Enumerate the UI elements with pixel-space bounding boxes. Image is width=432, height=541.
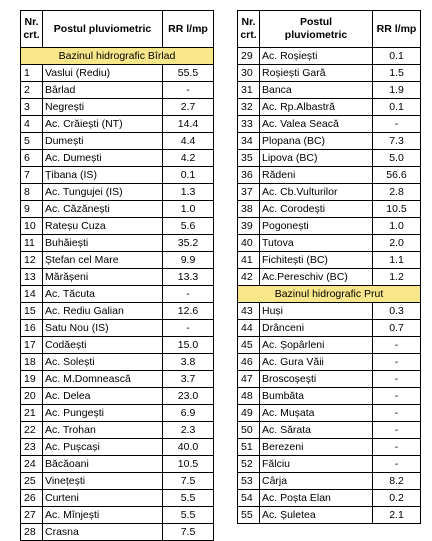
table-row <box>238 490 421 507</box>
station-name: Bârlad <box>43 82 163 99</box>
station-name: Roșiești Gară <box>260 65 373 82</box>
station-name: Vinețești <box>43 473 163 490</box>
rainfall-value: 10.5 <box>163 456 214 473</box>
station-name: Ac. Valea Seacă <box>260 116 373 133</box>
nr-header-line1: Nr. <box>24 16 39 28</box>
station-name: Bumbăta <box>260 388 373 405</box>
station-number: 47 <box>238 371 260 388</box>
station-name: Ac. Mușata <box>260 405 373 422</box>
post-header-line2: pluviometric <box>284 29 348 41</box>
station-name: Ac. Solești <box>43 354 163 371</box>
table-row <box>21 337 214 354</box>
station-number: 36 <box>238 167 260 184</box>
table-row <box>21 354 214 371</box>
header-row <box>21 11 214 48</box>
rainfall-value: 23.0 <box>163 388 214 405</box>
station-name: Banca <box>260 82 373 99</box>
station-name: Rădeni <box>260 167 373 184</box>
station-number: 8 <box>21 184 43 201</box>
rainfall-value: 3.7 <box>163 371 214 388</box>
basin-label-barlad: Bazinul hidrografic Bîrlad <box>21 48 214 65</box>
rainfall-value: 14.4 <box>163 116 214 133</box>
table-row <box>238 167 421 184</box>
table-row <box>238 184 421 201</box>
station-number: 19 <box>21 371 43 388</box>
table-row <box>21 65 214 82</box>
table-row <box>21 218 214 235</box>
station-name: Ac. Rp.Albastră <box>260 99 373 116</box>
table-row <box>238 269 421 286</box>
station-number: 41 <box>238 252 260 269</box>
station-number: 14 <box>21 286 43 303</box>
table-row <box>21 150 214 167</box>
station-number: 25 <box>21 473 43 490</box>
station-number: 4 <box>21 116 43 133</box>
station-name: Ac. M.Domnească <box>43 371 163 388</box>
rainfall-value: 1.0 <box>373 218 421 235</box>
station-number: 2 <box>21 82 43 99</box>
station-number: 35 <box>238 150 260 167</box>
station-name: Țibana (IS) <box>43 167 163 184</box>
station-name: Lipova (BC) <box>260 150 373 167</box>
rainfall-value: 7.3 <box>373 133 421 150</box>
rainfall-value: - <box>373 422 421 439</box>
station-number: 11 <box>21 235 43 252</box>
station-name: Negrești <box>43 99 163 116</box>
station-number: 49 <box>238 405 260 422</box>
rainfall-value: 4.2 <box>163 150 214 167</box>
rainfall-value: 0.1 <box>373 48 421 65</box>
station-number: 37 <box>238 184 260 201</box>
rainfall-value: - <box>163 82 214 99</box>
rainfall-value: 40.0 <box>163 439 214 456</box>
rr-header: RR l/mp <box>163 11 214 48</box>
rainfall-value: - <box>163 286 214 303</box>
rainfall-value: - <box>373 371 421 388</box>
rainfall-value: 12.6 <box>163 303 214 320</box>
nr-header <box>238 11 260 48</box>
rainfall-value: 10.5 <box>373 201 421 218</box>
rr-header: RR l/mp <box>373 11 421 48</box>
station-name: Ac. Mînjești <box>43 507 163 524</box>
station-number: 13 <box>21 269 43 286</box>
table-row <box>21 235 214 252</box>
header-row <box>238 11 421 48</box>
station-name: Ac. Tăcuta <box>43 286 163 303</box>
right-table-body-prut <box>238 286 421 524</box>
station-name: Ac. Pungești <box>43 405 163 422</box>
rainfall-value: 15.0 <box>163 337 214 354</box>
station-name: Ac. Cb.Vulturilor <box>260 184 373 201</box>
station-number: 53 <box>238 473 260 490</box>
station-number: 30 <box>238 65 260 82</box>
rainfall-value: 5.5 <box>163 490 214 507</box>
rainfall-value: 1.3 <box>163 184 214 201</box>
post-header <box>260 11 373 48</box>
rainfall-value: 7.5 <box>163 473 214 490</box>
station-name: Ac. Pușcași <box>43 439 163 456</box>
table-row <box>21 422 214 439</box>
rainfall-value: - <box>373 337 421 354</box>
station-number: 10 <box>21 218 43 235</box>
nr-header-line2: crt. <box>240 29 257 41</box>
rainfall-value: 9.9 <box>163 252 214 269</box>
table-row <box>21 99 214 116</box>
table-row <box>238 371 421 388</box>
table-row <box>238 456 421 473</box>
basin-row-barlad <box>21 48 214 65</box>
rainfall-value: - <box>373 405 421 422</box>
station-number: 34 <box>238 133 260 150</box>
rainfall-value: - <box>373 388 421 405</box>
table-row <box>238 252 421 269</box>
left-rainfall-table <box>20 10 214 541</box>
table-row <box>238 439 421 456</box>
table-row <box>21 252 214 269</box>
station-name: Curteni <box>43 490 163 507</box>
station-number: 32 <box>238 99 260 116</box>
table-row <box>21 371 214 388</box>
rainfall-value: 8.2 <box>373 473 421 490</box>
rainfall-value: 0.1 <box>373 99 421 116</box>
station-number: 38 <box>238 201 260 218</box>
rainfall-value: 0.7 <box>373 320 421 337</box>
table-row <box>238 116 421 133</box>
table-row <box>238 303 421 320</box>
table-row <box>238 320 421 337</box>
station-number: 46 <box>238 354 260 371</box>
station-number: 51 <box>238 439 260 456</box>
station-number: 44 <box>238 320 260 337</box>
rainfall-value: 0.1 <box>163 167 214 184</box>
table-row <box>238 235 421 252</box>
table-row <box>238 99 421 116</box>
rainfall-value: - <box>373 456 421 473</box>
station-name: Fălciu <box>260 456 373 473</box>
station-name: Ac. Tungujei (IS) <box>43 184 163 201</box>
rainfall-value: - <box>163 320 214 337</box>
table-row <box>238 48 421 65</box>
table-row <box>238 150 421 167</box>
table-row <box>21 201 214 218</box>
station-number: 29 <box>238 48 260 65</box>
station-number: 27 <box>21 507 43 524</box>
table-row <box>238 422 421 439</box>
station-name: Buhăiești <box>43 235 163 252</box>
station-number: 50 <box>238 422 260 439</box>
station-name: Crasna <box>43 524 163 541</box>
station-name: Ac. Crăiești (NT) <box>43 116 163 133</box>
station-name: Plopana (BC) <box>260 133 373 150</box>
station-name: Huși <box>260 303 373 320</box>
station-number: 6 <box>21 150 43 167</box>
table-row <box>21 456 214 473</box>
station-number: 15 <box>21 303 43 320</box>
table-row <box>21 269 214 286</box>
station-number: 24 <box>21 456 43 473</box>
station-number: 52 <box>238 456 260 473</box>
rainfall-value: 2.0 <box>373 235 421 252</box>
station-number: 1 <box>21 65 43 82</box>
station-name: Tutova <box>260 235 373 252</box>
rainfall-value: 2.8 <box>373 184 421 201</box>
station-number: 28 <box>21 524 43 541</box>
station-name: Rateșu Cuza <box>43 218 163 235</box>
rainfall-value: 4.4 <box>163 133 214 150</box>
post-header-line1: Postul <box>299 16 333 28</box>
station-name: Ac. Roșiești <box>260 48 373 65</box>
table-row <box>238 65 421 82</box>
station-name: Ac. Căzănești <box>43 201 163 218</box>
station-number: 16 <box>21 320 43 337</box>
station-name: Ac. Șuletea <box>260 507 373 524</box>
nr-header <box>21 11 43 48</box>
rainfall-value: 5.0 <box>373 150 421 167</box>
table-row <box>21 388 214 405</box>
table-row <box>238 82 421 99</box>
rainfall-value: 2.1 <box>373 507 421 524</box>
rainfall-value: 1.2 <box>373 269 421 286</box>
rainfall-value: 2.3 <box>163 422 214 439</box>
table-row <box>21 303 214 320</box>
rainfall-value: 1.0 <box>163 201 214 218</box>
right-table-body-barlad <box>238 48 421 286</box>
table-row <box>21 507 214 524</box>
rainfall-value: 7.5 <box>163 524 214 541</box>
station-number: 26 <box>21 490 43 507</box>
station-name: Vaslui (Rediu) <box>43 65 163 82</box>
table-row <box>21 116 214 133</box>
station-name: Ac. Trohan <box>43 422 163 439</box>
rainfall-value: - <box>373 439 421 456</box>
station-name: Drânceni <box>260 320 373 337</box>
station-name: Ac. Dumești <box>43 150 163 167</box>
table-row <box>21 439 214 456</box>
station-name: Ac. Corodești <box>260 201 373 218</box>
rainfall-value: 1.9 <box>373 82 421 99</box>
rainfall-value: 56.6 <box>373 167 421 184</box>
station-number: 7 <box>21 167 43 184</box>
table-row <box>238 201 421 218</box>
station-name: Dumești <box>43 133 163 150</box>
station-number: 55 <box>238 507 260 524</box>
rainfall-value: 6.9 <box>163 405 214 422</box>
station-number: 9 <box>21 201 43 218</box>
station-name: Fichitești (BC) <box>260 252 373 269</box>
station-name: Ac.Pereschiv (BC) <box>260 269 373 286</box>
station-number: 43 <box>238 303 260 320</box>
rainfall-value: 35.2 <box>163 235 214 252</box>
table-row <box>21 320 214 337</box>
right-rainfall-table <box>237 10 421 524</box>
rainfall-value: 1.1 <box>373 252 421 269</box>
station-name: Ac. Șopârleni <box>260 337 373 354</box>
station-number: 33 <box>238 116 260 133</box>
station-name: Ac. Delea <box>43 388 163 405</box>
table-row <box>21 490 214 507</box>
table-row <box>238 133 421 150</box>
station-number: 22 <box>21 422 43 439</box>
table-row <box>21 133 214 150</box>
table-row <box>238 354 421 371</box>
station-name: Cârja <box>260 473 373 490</box>
station-number: 42 <box>238 269 260 286</box>
station-name: Ac. Gura Văii <box>260 354 373 371</box>
table-row <box>238 405 421 422</box>
station-number: 17 <box>21 337 43 354</box>
station-name: Codăești <box>43 337 163 354</box>
station-number: 40 <box>238 235 260 252</box>
table-row <box>21 473 214 490</box>
table-row <box>21 82 214 99</box>
station-number: 31 <box>238 82 260 99</box>
rainfall-value: - <box>373 354 421 371</box>
table-row <box>238 218 421 235</box>
station-number: 5 <box>21 133 43 150</box>
rainfall-value: 13.3 <box>163 269 214 286</box>
basin-row-prut <box>238 286 421 303</box>
left-table-body <box>21 48 214 541</box>
rainfall-value: - <box>373 116 421 133</box>
rainfall-value: 5.6 <box>163 218 214 235</box>
table-row <box>238 507 421 524</box>
station-name: Băcăoani <box>43 456 163 473</box>
rainfall-value: 2.7 <box>163 99 214 116</box>
station-number: 48 <box>238 388 260 405</box>
station-number: 3 <box>21 99 43 116</box>
station-name: Broscoșești <box>260 371 373 388</box>
table-row <box>21 405 214 422</box>
post-header: Postul pluviometric <box>43 11 163 48</box>
table-row <box>21 167 214 184</box>
rainfall-value: 55.5 <box>163 65 214 82</box>
nr-header-line2: crt. <box>23 29 40 41</box>
station-number: 45 <box>238 337 260 354</box>
rainfall-value: 1.5 <box>373 65 421 82</box>
station-number: 20 <box>21 388 43 405</box>
rainfall-value: 5.5 <box>163 507 214 524</box>
station-number: 21 <box>21 405 43 422</box>
table-row <box>21 286 214 303</box>
station-name: Ac. Sărata <box>260 422 373 439</box>
station-name: Pogonești <box>260 218 373 235</box>
station-name: Ac. Rediu Galian <box>43 303 163 320</box>
station-name: Berezeni <box>260 439 373 456</box>
nr-header-line1: Nr. <box>241 16 256 28</box>
station-name: Ac. Poșta Elan <box>260 490 373 507</box>
station-name: Mărășeni <box>43 269 163 286</box>
table-row <box>238 473 421 490</box>
station-number: 18 <box>21 354 43 371</box>
table-row <box>238 388 421 405</box>
rainfall-value: 0.3 <box>373 303 421 320</box>
basin-label-prut: Bazinul hidrografic Prut <box>238 286 421 303</box>
table-row <box>21 184 214 201</box>
station-number: 39 <box>238 218 260 235</box>
station-name: Satu Nou (IS) <box>43 320 163 337</box>
station-number: 12 <box>21 252 43 269</box>
table-row <box>238 337 421 354</box>
station-number: 23 <box>21 439 43 456</box>
rainfall-value: 3.8 <box>163 354 214 371</box>
station-number: 54 <box>238 490 260 507</box>
station-name: Ștefan cel Mare <box>43 252 163 269</box>
rainfall-value: 0.2 <box>373 490 421 507</box>
